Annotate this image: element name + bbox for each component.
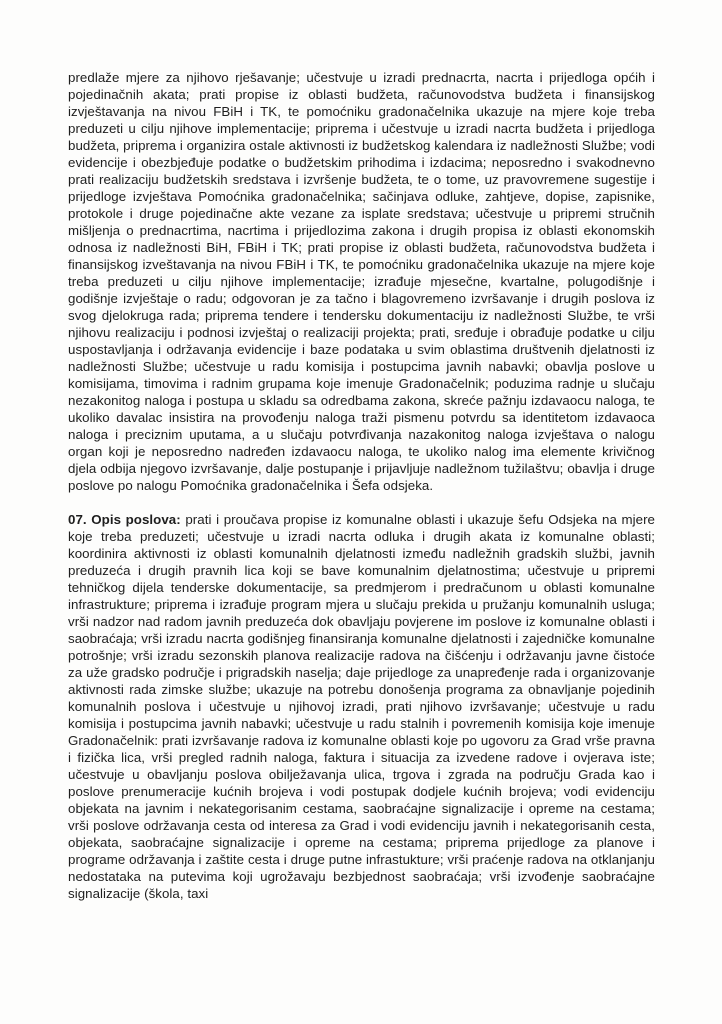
section-07-label: 07. Opis poslova: bbox=[68, 512, 181, 527]
section-07-body: prati i proučava propise iz komunalne oblasti i ukazuje šefu Odsjeka na mjere koje treba preduzeti; učestvuje u izradi nacrta odluka i drugih akata iz komunalne oblasti; koordinira aktivnosti iz oblasti komunalnih djelatnosti između nadležnih gradskih službi, javnih preduzeća i drugih pravnih lica koji se bave komunalnim djelatnostima; učestvuje u pripremi tehničkog dijela tenderske dokumentacije, sa predmjerom i predračunom u oblasti komunalne infrastrukture; priprema i izrađuje program mjera u slučaju prekida u pružanju komunalnih usluga; vrši nadzor nad radom javnih preduzeća dok obavljaju povjerene im poslove iz komunalne oblasti i saobraćaja; vrši izradu nacrta godišnjeg finansiranja komunalne djelatnosti i zajedničke komunalne potrošnje; vrši izradu sezonskih planova realizacije radova na čišćenju i održavanju javne čistoće za uže gradsko područje i prigradskih naselja; daje prijedloge za unapređenje rada i organizovanje aktivnosti rada zimske službe; ukazuje na potrebu donošenja programa za obnavljanje pojedinih komunalnih poslova i učestvuje u njihovoj izradi, prati njihovo izvršavanje; učestvuje u radu komisija i postupcima javnih nabavki; učestvuje u radu stalnih i povremenih komisija koje imenuje Gradonačelnik: prati izvršavanje radova iz komunalne oblasti koje po ugovoru za Grad vrše pravna i fizička lica, vrši pregled radnih naloga, faktura i situacija za izvedene radove i ovjerava iste; učestvuje u obavljanju poslova obilježavanja ulica, trgova i zgrada na području Grada kao i poslove prenumeracije kućnih brojeva i vodi postupak dodjele kućnih brojeva; vodi evidenciju objekata na javnim i nekategorisanim cestama, saobraćajne signalizacije i opreme na cestama; vrši poslove održavanja cesta od interesa za Grad i vodi evidenciju javnih i nekategorisanih cesta, objekata, saobraćajne signalizacije i opreme na cestama; priprema prijedloge za planove i programe održavanja i zaštite cesta i druge putne infrastukture; vrši praćenje radova na otklanjanju nedostataka na putevima koji ugrožavaju bezbjednost saobraćaja; vrši izvođenje saobraćajne signalizacije (škola, taxi bbox=[68, 512, 656, 901]
section-07-paragraph bbox=[68, 511, 655, 902]
duties-paragraph-continued: predlaže mjere za njihovo rješavanje; učestvuje u izradi prednacrta, nacrta i prijedloga općih i pojedinačnih akata; prati propise iz oblasti budžeta, računovodstva budžeta i finansijskog izvještavanja na nivou FBiH i TK, te pomoćniku gradonačelnika ukazuje na mjere koje treba preduzeti u cilju njihove implementacije; priprema i učestvuje u izradi nacrta budžeta i prijedloga budžeta, priprema i organizira ostale aktivnosti iz budžetskog kalendara iz nadležnosti Službe; vodi evidencije i obezbjeđuje podatke o budžetskim prihodima i izdacima; neposredno i svakodnevno prati realizaciju budžetskih sredstava i izvršenje budžeta, te o tome, uz pravovremene sugestije i prijedloge izvještava Pomoćnika gradonačelnika; sačinjava odluke, zahtjeve, dopise, zapisnike, protokole i druge pojedinačne akte vezane za isplate sredstava; učestvuje u pripremi stručnih mišljenja o prednacrtima, nacrtima i prijedlozima zakona i drugih propisa iz oblasti ekonomskih odnosa iz nadležnosti BiH, FBiH i TK; prati propise iz oblasti budžeta, računovodstva budžeta i finansijskog izveštavanja na nivou FBiH i TK, te pomoćniku gradonačelnika ukazuje na mjere koje treba preduzeti u cilju njihove implementacije; izrađuje mjesečne, kvartalne, polugodišnje i godišnje izvještaje o radu; odgovoran je za tačno i blagovremeno izvršavanje i drugih poslova iz svog djelokruga rada; priprema tendere i tendersku dokumentaciju iz nadležnosti Službe, te vrši njihovu realizaciju i podnosi izvještaj o realizaciji projekta; prati, sređuje i obrađuje podatke u cilju uspostavljanja i održavanja evidencije i baze podataka u svim oblastima društvenih djelatnosti iz nadležnosti Službe; učestvuje u radu komisija i postupcima javnih nabavki; obavlja poslove u komisijama, timovima i radnim grupama koje imenuje Gradonačelnik; poduzima radnje u slučaju nezakonitog naloga i postupa u skladu sa odredbama zakona, skreće pažnju izdavaocu naloga, te ukoliko davalac insistira na provođenju naloga traži pismenu potvrdu sa identitetom izdavaoca naloga i preciznim uputama, a u slučaju potvrđivanja nazakonitog naloga izvještava o nalogu organ koji je neposredno nadređen izdavaocu naloga, te ukoliko nalog ima elemente krivičnog djela odbija njegovo izvršavanje, dalje postupanje i prijavljuje nadležnom tužilaštvu; obavlja i druge poslove po nalogu Pomoćnika gradonačelnika i Šefa odsjeka. bbox=[68, 70, 655, 493]
